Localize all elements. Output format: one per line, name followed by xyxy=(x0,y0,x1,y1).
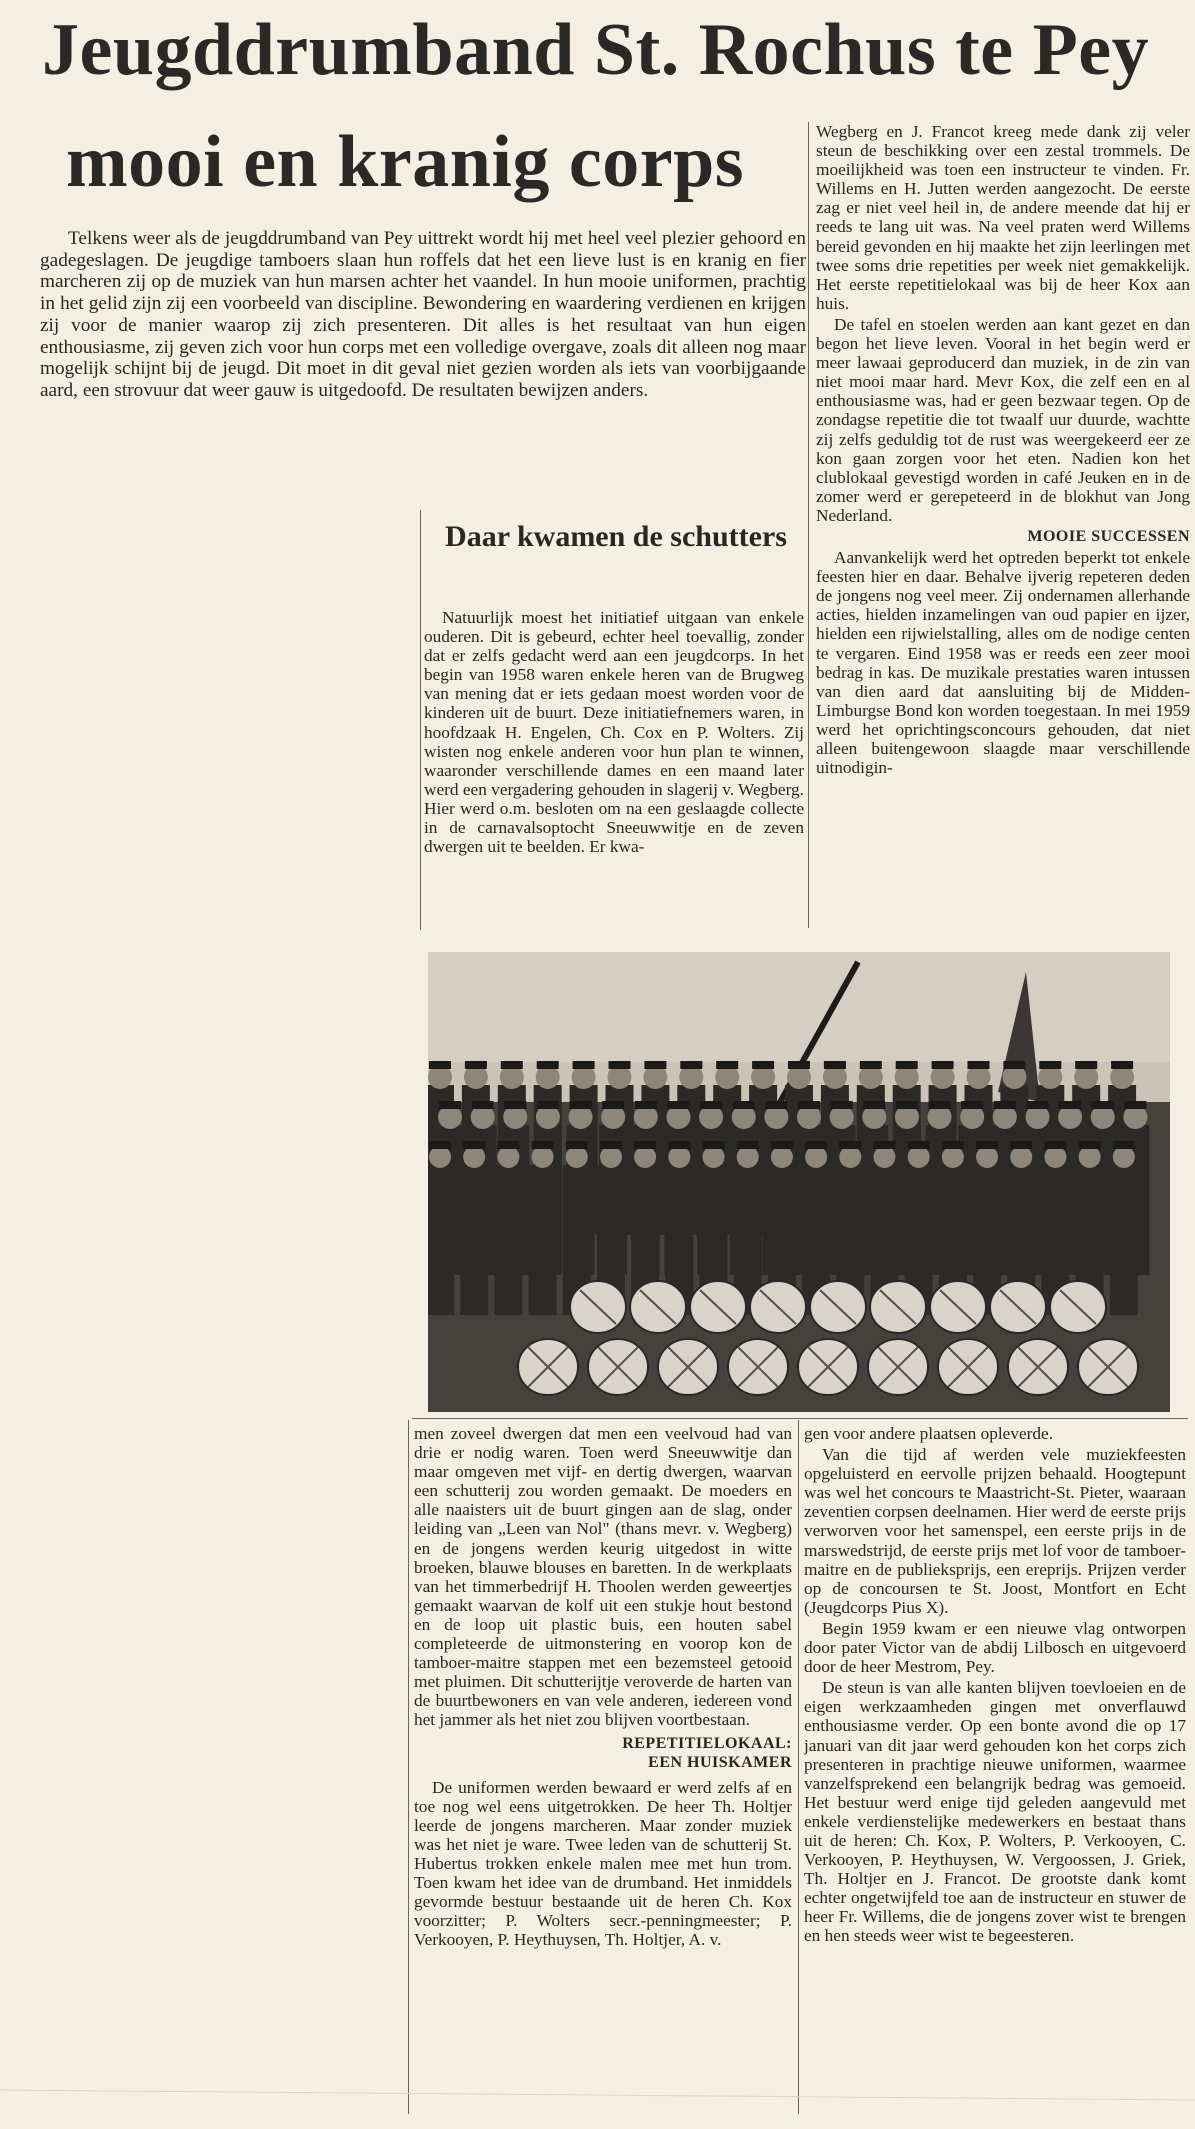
subheading-line: EEN HUISKAMER xyxy=(648,1753,792,1771)
paragraph: Begin 1959 kwam er een nieuwe vlag ontworpen door pater Victor van de abdij Lilbosch en uitgevoerd door de heer Mestrom, Pey. xyxy=(804,1618,1186,1677)
person-head xyxy=(942,1146,964,1168)
person-cap xyxy=(602,1101,624,1109)
person-head xyxy=(1113,1146,1135,1168)
paragraph: De tafel en stoelen werden aan kant gezet en dan begon het lieve leven. Vooral in het begin werd er meer lawaai geproducerd dan muziek, in de zin van niet mooi maar hard. Mevr Kox, die zelf een en al enthousiasme was, had er geen bezwaar tegen. Op de zondagse repetitie die tot twaalf uur duurde, wachtte zij zelfs geduldig tot de rust was weergekeerd eer ze kon gaan zorgen voor het eten. Nadien kon het clublokaal gevestigd worden in café Jeuken en in de zomer werd er gerepeteerd in de blokhut van Jong Nederland. xyxy=(816,314,1190,525)
paragraph: Van die tijd af werden vele muziekfeesten opgeluisterd en eervolle prijzen behaald. Hoogtepunt was wel het concours te Maastricht-St. Pieter, waaraan zeventien corpsen deelnamen. Hier werd de eerste prijs verworven voor het samenspel, een eerste prijs in de marswedstrijd, de eerste prijs met lof voor de tamboer-maitre en de publieksprijs, een ereprijs. Prijzen verder op de concoursen te St. Joost, Montfort en Echt (Jeugdcorps Pius X). xyxy=(804,1445,1186,1617)
column-rule xyxy=(808,122,809,928)
subheading-repetitielokaal xyxy=(414,1734,792,1772)
person-cap xyxy=(752,1061,774,1069)
paragraph: Aanvankelijk werd het optreden beperkt tot enkele feesten hier en daar. Behalve ijverig repeteren deden de jongens nog veel meer. Zij ondernamen allerhande acties, hielden inzamelingen van oud papier en ijzer, hielden een rijwielstalling, alles om de nodige centen te vergaren. Eind 1958 was er reeds een zeer mooi bedrag in kas. De muzikale prestaties waren intussen van dien aard dat aansluiting bij de Midden-Limburgse Bond kon worden toegestaan. In mei 1959 werd het oprichtingsconcours gehouden, dat niet alleen buitengewoon slaagde maar verschillende uitnodigin- xyxy=(816,548,1190,778)
person-head xyxy=(1079,1146,1101,1168)
person-cap xyxy=(896,1101,918,1109)
drumband-photo-image xyxy=(428,952,1170,1412)
person-cap xyxy=(733,1101,755,1109)
person-cap xyxy=(497,1141,519,1149)
person-cap xyxy=(771,1141,793,1149)
person-cap xyxy=(532,1141,554,1149)
subheading-mooie-successen: MOOIE SUCCESSEN xyxy=(1027,527,1190,545)
person-cap xyxy=(680,1061,702,1069)
person-head xyxy=(600,1146,622,1168)
person-cap xyxy=(831,1101,853,1109)
person-cap xyxy=(703,1141,725,1149)
person-cap xyxy=(600,1141,622,1149)
person-cap xyxy=(463,1141,485,1149)
person-cap xyxy=(472,1101,494,1109)
article-column-c xyxy=(414,1424,792,2114)
subheading-line: REPETITIELOKAAL: xyxy=(622,1734,792,1752)
person-cap xyxy=(873,1141,895,1149)
photo-bottom-rule xyxy=(412,1418,1188,1419)
person-cap xyxy=(994,1101,1016,1109)
person-cap xyxy=(1010,1141,1032,1149)
article-column-a xyxy=(424,608,804,926)
person-body xyxy=(460,1165,488,1315)
person-cap xyxy=(839,1141,861,1149)
person-cap xyxy=(634,1141,656,1149)
paragraph: De uniformen werden bewaard er werd zelfs af en toe nog wel eens uitgetrokken. De heer Th. Holtjer leerde de jongens marcheren. Maar zonder muziek was het niet je ware. Twee leden van de schutterij St. Hubertus trokken enkele malen mee met hun trom. Toen kwam het idee van de drumband. Het inmiddels gevormde bestuur bestaande uit de heren Ch. Kox voorzitter; P. Wolters secr.-penningmeester; P. Verkooyen, P. Heythuysen, Th. Holtjer, A. v. xyxy=(414,1777,792,1950)
person-cap xyxy=(429,1061,451,1069)
person-cap xyxy=(465,1061,487,1069)
person-cap xyxy=(566,1141,588,1149)
person-cap xyxy=(737,1141,759,1149)
person-cap xyxy=(932,1061,954,1069)
person-cap xyxy=(439,1101,461,1109)
person-head xyxy=(771,1146,793,1168)
person-head xyxy=(873,1146,895,1168)
person-head xyxy=(737,1146,759,1168)
person-head xyxy=(497,1146,519,1168)
paragraph: Wegberg en J. Francot kreeg mede dank zij veler steun de beschikking over een zestal trommels. De moeilijkheid was toen een instructeur te vinden. Fr. Willems en H. Jutten werden aangezocht. De eerste zag er niet veel heil in, de andere meende dat hij er reeds te lang uit was. Na veel praten werd Willems bereid gevonden en hij maakte het zijn leerlingen met twee soms drie repetities per week niet gemakkelijk. Het eerste repetitielokaal was bij de heer Kox aan huis. xyxy=(816,122,1190,313)
photo-sky-upper xyxy=(428,952,1170,1062)
person-cap xyxy=(824,1061,846,1069)
person-cap xyxy=(609,1061,631,1069)
person-cap xyxy=(860,1061,882,1069)
person-head xyxy=(703,1146,725,1168)
article-column-d xyxy=(804,1424,1186,2114)
person-cap xyxy=(667,1101,689,1109)
person-head xyxy=(429,1146,451,1168)
person-cap xyxy=(1124,1101,1146,1109)
person-cap xyxy=(961,1101,983,1109)
person-cap xyxy=(700,1101,722,1109)
article-column-b xyxy=(816,122,1190,928)
column-rule xyxy=(408,1420,409,2114)
section-heading: Daar kwamen de schutters xyxy=(445,520,787,553)
person-cap xyxy=(1026,1101,1048,1109)
person-head xyxy=(805,1146,827,1168)
column-rule xyxy=(798,1420,799,2114)
person-cap xyxy=(635,1101,657,1109)
person-cap xyxy=(798,1101,820,1109)
person-cap xyxy=(908,1141,930,1149)
person-cap xyxy=(805,1141,827,1149)
person-head xyxy=(839,1146,861,1168)
paragraph: gen voor andere plaatsen opleverde. xyxy=(804,1424,1054,1443)
person-cap xyxy=(1003,1061,1025,1069)
person-cap xyxy=(1079,1141,1101,1149)
person-cap xyxy=(929,1101,951,1109)
person-cap xyxy=(976,1141,998,1149)
person-cap xyxy=(668,1141,690,1149)
person-head xyxy=(566,1146,588,1168)
person-head xyxy=(532,1146,554,1168)
column-rule xyxy=(420,510,421,930)
person-cap xyxy=(765,1101,787,1109)
person-body xyxy=(529,1165,557,1315)
paragraph: men zoveel dwergen dat men een veelvoud had van drie er nodig waren. Toen werd Sneeuwwitje dan maar omgeven met vijf- en dertig dwergen, waarvan een schutterij zou worden gemaakt. De moeders en alle naaisters uit de buurt gingen aan de slag, onder leiding van „Leen van Nol" (thans mevr. v. Wegberg) en de jongens werden keurig uitgedost in witte broeken, blauwe blouses en baretten. In de werkplaats van het timmerbedrijf H. Thoolen werden geweertjes gemaakt waarvan de kolf uit een stukje hout bestond en de loop uit plastic buis, een houten sabel completeerde de uitmonstering en voorop kon de tamboer-maitre stappen met een bezemsteel getooid met pluimen. Dit schutterijtje veroverde de harten van de buurtbewoners en van vele anderen, iedereen vond het jammer als het niet zou blijven voortbestaan. xyxy=(414,1424,792,1730)
person-head xyxy=(1044,1146,1066,1168)
person-cap xyxy=(537,1101,559,1109)
person-head xyxy=(908,1146,930,1168)
person-cap xyxy=(504,1101,526,1109)
group-photo xyxy=(428,952,1170,1412)
person-cap xyxy=(1111,1061,1133,1069)
person-cap xyxy=(570,1101,592,1109)
person-cap xyxy=(716,1061,738,1069)
headline-line-2: mooi en kranig corps xyxy=(66,121,745,203)
person-head xyxy=(634,1146,656,1168)
person-cap xyxy=(896,1061,918,1069)
person-head xyxy=(668,1146,690,1168)
person-cap xyxy=(1075,1061,1097,1069)
person-head xyxy=(976,1146,998,1168)
person-cap xyxy=(573,1061,595,1069)
person-cap xyxy=(942,1141,964,1149)
paragraph: De steun is van alle kanten blijven toevloeien en de eigen werkzaamheden gingen met onverflauwd enthousiasme verder. Op een bonte avond die op 17 januari van dit jaar werd gehouden kon het corps zich presenteren in prachtige nieuwe uniformen, waarmee vanzelfsprekend een belangrijk bedrag was gemoeid. Het bestuur werd enige tijd geleden aangevuld met enkele verdienstelijke medewerkers en bestaat thans uit de heren: Ch. Kox, P. Wolters, P. Verkooyen, C. Verkooyen, P. Heythuysen, W. Vergoossen, J. Griek, Th. Holtjer en J. Francot. De grootste dank komt echter ongetwijfeld toe aan de instructeur en stuwer de heer Fr. Willems, die de jongens zover wist te brengen en hen steeds weer wist te begeesteren. xyxy=(804,1678,1186,1946)
person-cap xyxy=(501,1061,523,1069)
person-cap xyxy=(863,1101,885,1109)
person-cap xyxy=(537,1061,559,1069)
person-head xyxy=(463,1146,485,1168)
headline-line-1: Jeugddrumband St. Rochus te Pey xyxy=(42,9,1150,91)
person-cap xyxy=(429,1141,451,1149)
person-cap xyxy=(1059,1101,1081,1109)
intro-paragraph: Telkens weer als de jeugddrumband van Pey uittrekt wordt hij met heel veel plezier gehoord en gadegeslagen. De jeugdige tamboers slaan hun roffels dat het een lieve lust is en kranig en fier marcheren zij op de muziek van hun marsen achter het vaandel. In hun mooie uniformen, prachtig in het gelid zijn zij een voorbeeld van discipline. Bewondering en waardering verdienen en krijgen zij voor de manier waarop zij zich presenteren. Dit alles is het resultaat van hun eigen enthousiasme, zij geven zich voor hun corps met een volledige overgave, zoals dit alleen nog maar mogelijk schijnt bij de jeugd. Dit moet in dit geval niet gezien worden als iets van voorbijgaande aard, een strovuur dat weer gauw is uitgedoofd. De resultaten bewijzen anders. xyxy=(40,228,806,401)
person-body xyxy=(428,1165,454,1315)
person-body xyxy=(1110,1165,1138,1315)
person-cap xyxy=(1044,1141,1066,1149)
person-cap xyxy=(968,1061,990,1069)
paragraph: Natuurlijk moest het initiatief uitgaan van enkele ouderen. Dit is gebeurd, echter heel toevallig, zonder dat er zelfs gedacht werd aan een jeugdcorps. In het begin van 1958 waren enkele heren van de Brugweg van mening dat er iets gedaan moest worden voor de kinderen uit de buurt. Deze initiatiefnemers waren, in hoofdzaak H. Engelen, Ch. Cox en P. Wolters. Zij wisten nog enkele anderen voor hun plan te winnen, waaronder verschillende dames en een maand later werd een vergadering gehouden in slagerij v. Wegberg. Hier werd o.m. besloten om na een geslaagde collecte in de carnavalsoptocht Sneeuwwitje en de zeven dwergen uit te beelden. Er kwa- xyxy=(424,608,804,857)
person-head xyxy=(1010,1146,1032,1168)
person-cap xyxy=(1092,1101,1114,1109)
person-body xyxy=(494,1165,522,1315)
person-cap xyxy=(1113,1141,1135,1149)
person-cap xyxy=(1039,1061,1061,1069)
person-cap xyxy=(788,1061,810,1069)
person-cap xyxy=(644,1061,666,1069)
